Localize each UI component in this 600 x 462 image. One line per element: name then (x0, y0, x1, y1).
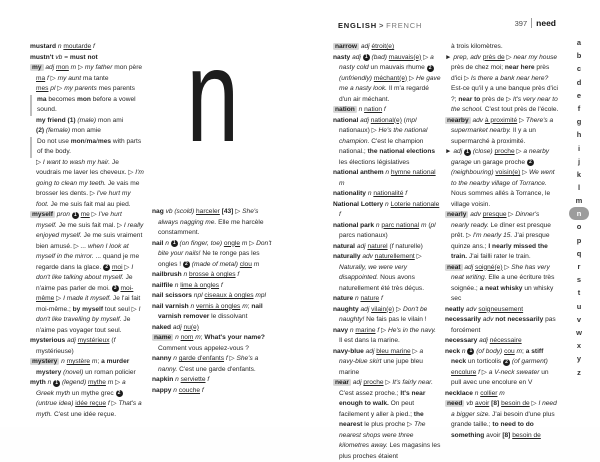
dictionary-entry: (2) (female) mon amie (36, 127, 101, 134)
alphabet-tab-h[interactable]: h (576, 130, 582, 140)
sense-number: 3 (112, 285, 119, 292)
dictionary-entry: national park n parc national m (pl parcs nationaux) (333, 221, 436, 239)
text-column-2 (152, 22, 274, 396)
headword: nail (152, 239, 164, 247)
alphabet-tab-v[interactable]: v (576, 314, 582, 324)
headword: nail scissors (152, 292, 192, 299)
dictionary-entry: myth n 1 (legend) mythe m ▷ a Greek myth un mythe grec 2 (untrue idea) idée reçue f ▷ That's a myth. C'est une idée reçue. (30, 379, 142, 418)
headword: neatly (445, 305, 465, 313)
headword: name (154, 334, 172, 341)
dictionary-entry: nation n nation f (335, 106, 386, 113)
alphabet-tab-r[interactable]: r (577, 262, 581, 271)
alphabet-tab-n[interactable]: n (569, 207, 589, 220)
headword: nasty (333, 53, 351, 61)
dictionary-entry: national anthem n hymne national m (333, 169, 436, 187)
sense-number: 1 (467, 348, 474, 355)
dictionary-entry: nag vb (scold) harceler [43] ▷ She's always nagging me. Elle me harcèle constamment. (152, 208, 264, 236)
dictionary-entry: narrow adj étroit(e) (335, 43, 395, 50)
alphabet-tab-q[interactable]: q (576, 248, 582, 258)
usage-note: ma becomes mon before a vowel sound. (30, 95, 144, 116)
dictionary-entry: ▷ I want to wash my hair. Je voudrais me laver les cheveux. ▷ I'm going to clean my teeth. Je vais me brosser les dents. ▷ I've hurt my foot. Je me suis fait mal au pied. (36, 158, 144, 208)
headword: natural (333, 242, 355, 250)
headword: neck (445, 347, 461, 355)
alphabet-tab-t[interactable]: t (577, 288, 581, 298)
headword: need (447, 400, 463, 407)
direction-separator: > (378, 21, 385, 30)
headword: National Lottery (333, 200, 384, 208)
headword: near (335, 379, 349, 386)
alphabet-tab-l[interactable]: l (577, 183, 581, 193)
headword: naughty (333, 305, 359, 313)
headword: nappy (152, 386, 172, 394)
headword: my (32, 64, 42, 71)
alphabet-tab-z[interactable]: z (577, 367, 581, 377)
headword: mysterious (30, 337, 66, 344)
dictionary-entry: ► prep, adv près de ▷ near my house près de chez moi; near here près d'ici ▷ Is there a bank near here? Est-ce qu'il y a une banque près d'ici ?; near to près de ▷ It's very near to the school. C'est tout près de l'école. (445, 53, 559, 113)
dictionary-entry: neatly adv soigneusement (445, 305, 524, 313)
headword: neat (447, 263, 461, 271)
text-column-4 (445, 42, 559, 441)
alphabet-tab-b[interactable]: b (576, 51, 582, 61)
headword: nailbrush (152, 271, 182, 278)
dictionary-entry: National Lottery n Loterie nationale f (333, 200, 440, 218)
alphabet-tab-u[interactable]: u (576, 301, 582, 311)
dictionary-entry: mes pl ▷ my parents mes parents (36, 85, 135, 92)
sense-number: 2 (103, 264, 110, 271)
dictionary-entry: naturally adv naturellement ▷ Naturally, we were very disappointed. Nous avons naturellement été très déçus. (333, 253, 425, 292)
direction-from-label: ENGLISH (338, 21, 377, 30)
headword: nanny (152, 355, 172, 362)
sense-number: 2 (183, 261, 190, 268)
dictionary-entry: nail varnish n vernis à ongles m; nail varnish remover le dissolvant (152, 302, 263, 320)
sense-number: 2 (116, 390, 123, 397)
headword: navy-blue (333, 347, 364, 355)
headword: mustn't (30, 53, 54, 61)
dictionary-entry: nationality n nationalité f (333, 190, 408, 197)
page-reference (515, 18, 556, 28)
dictionary-entry: near adj proche ▷ It's fairly near. C'est assez proche.; It's near enough to walk. On peut facilement y aller à pied.; the nearest le plus proche ▷ The nearest shops were three kilometres away. Les magasins les plus proches étaient (335, 379, 441, 460)
dictionary-entry: nearby adv à proximité ▷ There's a supermarket nearby. Il y a un supermarché à proximité. (447, 116, 554, 145)
dictionary-entry: myself pron 1 me ▷ I've hurt myself. Je me suis fait mal. ▷ I really enjoyed myself. Je me suis vraiment bien amusé. ▷ ... when I look at myself in the mirror. ... quand je me regarde dans la glace. 2 moi ▷ I don't like talking about myself. Je n'aime pas parler de moi. 3 moi-même ▷ I made it myself. Je l'ai fait moi-même.; by myself tout seul ▷ I don't like travelling by myself. Je n'aime pas voyager tout seul. (32, 211, 144, 334)
dictionary-entry: nailfile n lime à ongles f (152, 281, 223, 289)
alphabet-tab-i[interactable]: i (577, 143, 581, 153)
dictionary-entry: nearly adv presque ▷ Dinner's nearly ready. Le dîner est presque prêt. ▷ I'm nearly 15. J'ai presque quinze ans.; I nearly missed the train. J'ai failli rater le train. (447, 211, 551, 260)
alphabet-tab-x[interactable]: x (576, 341, 582, 351)
headword: national (333, 116, 359, 124)
headword: myth (30, 379, 46, 386)
dictionary-entry: navy-blue adj bleu marine ▷ a navy-blue skirt une jupe bleu marine (333, 347, 424, 376)
alphabet-tab-w[interactable]: w (576, 327, 582, 337)
dictionary-entry: mysterious adj mystérieux (f mystérieuse) (30, 337, 116, 355)
dictionary-entry: nail n 1 (on finger, toe) ongle m ▷ Don't bite your nails! Ne te ronge pas les ongles ! 2 (made of metal) clou m (152, 239, 272, 268)
headword: mustard (30, 43, 57, 50)
sense-number: 2 (527, 159, 534, 166)
alphabet-tab-o[interactable]: o (576, 222, 582, 232)
dictionary-entry: ► adj 1 (close) proche ▷ a nearby garage un garage proche 2 (neighbouring) voisin(e) ▷ We went to the nearby village of Torrance. Nous sommes allés à Torrance, le village voisin. (445, 148, 555, 208)
dictionary-entry: ma f ▷ my aunt ma tante (36, 74, 109, 82)
headword: nailfile (152, 281, 173, 289)
alphabet-tab-y[interactable]: y (576, 354, 582, 364)
dictionary-entry: my adj mon m ▷ my father mon père (32, 64, 143, 71)
headword: myself (32, 211, 53, 218)
headword: nearby (447, 116, 469, 124)
sense-number: 2 (503, 359, 510, 366)
sense-number: 1 (363, 54, 370, 61)
headword: navy (333, 326, 349, 334)
sense-number: 1 (53, 380, 60, 387)
headword: nail varnish (152, 302, 189, 310)
headword: mystery (32, 358, 58, 365)
sense-number: 2 (427, 65, 434, 72)
headword: nag (152, 208, 164, 215)
headword: nation (335, 106, 355, 113)
alphabet-tab-j[interactable]: j (577, 156, 581, 166)
alphabet-rail (566, 36, 592, 379)
text-column-3 (333, 42, 441, 462)
dictionary-entry: mystery n mystère m; a murder mystery (novel) un roman policier (32, 358, 136, 376)
alphabet-tab-c[interactable]: c (576, 64, 582, 74)
dictionary-entry: nail scissors npl ciseaux à ongles mpl (152, 292, 267, 299)
headword: narrow (335, 43, 357, 50)
dictionary-entry: name n nom m; What's your name? Comment vous appelez-vous ? (154, 334, 265, 352)
headword: nationality (333, 190, 366, 197)
headword: national park (333, 221, 375, 229)
dictionary-direction (338, 21, 422, 30)
alphabet-tab-f[interactable]: f (577, 103, 581, 113)
headword: naturally (333, 253, 361, 260)
dictionary-entry: nature n nature f (333, 295, 383, 302)
alphabet-tab-d[interactable]: d (576, 77, 582, 87)
headword: necessary (445, 337, 478, 344)
dictionary-entry: mustard n moutarde f (30, 43, 95, 50)
sense-number: 1 (171, 240, 178, 247)
dictionary-entry: necklace n collier m (445, 389, 505, 397)
dictionary-entry: neat adj soigné(e) ▷ She has very neat writing. Elle a une écriture très soignée.; a neat whisky un whisky sec (447, 263, 555, 302)
headword: national anthem (333, 169, 384, 176)
dictionary-entry: navy n marine f ▷ He's in the navy. Il est dans la marine. (333, 326, 437, 344)
dictionary-entry: naughty adj vilain(e) ▷ Don't be naughty! Ne fais pas le vilain ! (333, 305, 428, 323)
text-column-1 (30, 42, 144, 420)
dictionary-entry: need vb avoir [8] besoin de ▷ I need a bigger size. J'ai besoin d'une plus grande taille.; to need to do something avoir [8] besoin de (447, 400, 557, 439)
usage-note: Do not use mon/ma/mes with parts of the body. (30, 137, 144, 158)
section-letter-glyph: n (186, 22, 240, 169)
alphabet-tab-a[interactable]: a (576, 38, 582, 47)
headword: napkin (152, 376, 174, 383)
direction-to-label: FRENCH (386, 21, 423, 30)
page-number: 397 (514, 18, 528, 28)
dictionary-entry: à trois kilomètres. (451, 43, 503, 50)
dictionary-entry: napkin n serviette f (152, 376, 210, 383)
alphabet-tab-k[interactable]: k (576, 169, 582, 179)
dictionary-entry: nasty adj 1 (bad) mauvais(e) ▷ a nasty cold un mauvais rhume 2 (unfriendly) méchant(e) ▷ He gave me a nasty look. Il m'a regardé d'un air méchant. (333, 53, 441, 103)
dictionary-entry: naked adj nu(e) (152, 323, 199, 331)
dictionary-entry: nanny n garde d'enfants f ▷ She's a nanny. C'est une garde d'enfants. (152, 355, 259, 373)
guide-word: need (536, 18, 556, 28)
headword: necklace (445, 389, 473, 397)
headword: naked (152, 323, 172, 331)
headword: necessarily (445, 316, 481, 323)
sense-number: 1 (464, 149, 471, 156)
page-number-divider (531, 18, 532, 28)
headword: nature (333, 295, 354, 302)
alphabet-tab-g[interactable]: g (576, 117, 582, 127)
dictionary-entry: neck n 1 (of body) cou m; a stiff neck un torticolis 2 (of garment) encolure f ▷ a V-neck sweater un pull avec une encolure en V (445, 347, 549, 386)
dictionary-entry: natural adj naturel (f naturelle) (333, 242, 423, 250)
dictionary-entry: nappy n couche f (152, 386, 204, 394)
headword: nearly (447, 211, 467, 218)
dictionary-entry: my friend (1) (male) mon ami (36, 116, 124, 124)
alphabet-tab-p[interactable]: p (576, 235, 582, 245)
dictionary-entry: necessarily adv not necessarily pas forcément (445, 316, 556, 334)
dictionary-entry: nailbrush n brosse à ongles f (152, 271, 240, 278)
alphabet-tab-m[interactable]: m (575, 196, 583, 206)
dictionary-entry: national adj national(e) (mpl nationaux) ▷ He's the national champion. C'est le champion national.; the national elections les élections législatives (333, 116, 436, 166)
dictionary-entry: necessary adj nécessaire (445, 337, 522, 344)
alphabet-tab-e[interactable]: e (576, 90, 582, 100)
sense-number: 1 (72, 212, 79, 219)
section-letter (152, 22, 274, 207)
alphabet-tab-s[interactable]: s (576, 275, 582, 285)
dictionary-entry: mustn't vb = must not (30, 53, 98, 61)
